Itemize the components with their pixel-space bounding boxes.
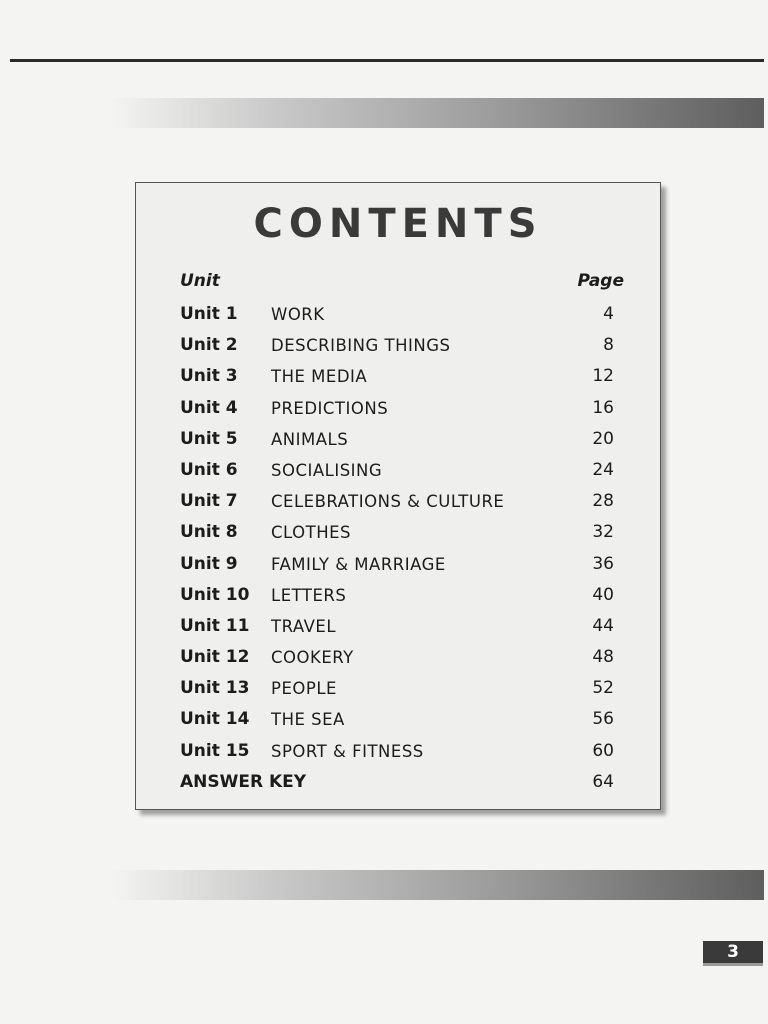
toc-unit: Unit 8 xyxy=(180,522,238,543)
toc-row[interactable] xyxy=(136,486,660,517)
toc-title: FAMILY & MARRIAGE xyxy=(271,554,446,574)
toc-unit: Unit 10 xyxy=(180,584,250,605)
toc-unit: ANSWER KEY xyxy=(180,771,307,792)
toc-page: 60 xyxy=(592,740,614,761)
toc-title: ANIMALS xyxy=(271,429,349,449)
toc-page: 64 xyxy=(592,771,614,792)
toc-title: CELEBRATIONS & CULTURE xyxy=(271,492,505,512)
toc-unit: Unit 13 xyxy=(180,678,250,699)
toc-title: SPORT & FITNESS xyxy=(271,741,424,761)
toc-title: TRAVEL xyxy=(271,616,337,636)
toc-unit: Unit 2 xyxy=(180,335,238,356)
toc-row-answer-key[interactable] xyxy=(136,767,660,798)
page-column-header: Page xyxy=(577,271,624,291)
toc-row[interactable] xyxy=(136,673,660,704)
toc-page: 44 xyxy=(592,615,614,636)
toc-page: 28 xyxy=(592,491,614,512)
toc-row[interactable] xyxy=(136,361,660,392)
toc-row[interactable] xyxy=(136,393,660,424)
toc-page: 20 xyxy=(592,428,614,449)
toc-row[interactable] xyxy=(136,549,660,580)
toc-page: 40 xyxy=(592,584,614,605)
toc-unit: Unit 6 xyxy=(180,459,238,480)
toc-title: THE MEDIA xyxy=(271,367,368,387)
toc-title: PREDICTIONS xyxy=(271,398,389,418)
toc-row[interactable] xyxy=(136,736,660,767)
toc-unit: Unit 11 xyxy=(180,615,250,636)
toc-page: 4 xyxy=(603,304,614,324)
top-gradient-band xyxy=(110,98,764,128)
toc-page: 48 xyxy=(592,647,614,668)
toc-unit: Unit 5 xyxy=(180,428,238,449)
toc-unit: Unit 12 xyxy=(180,647,250,668)
toc-page: 16 xyxy=(592,397,614,418)
toc-page: 12 xyxy=(592,366,614,387)
toc-row[interactable] xyxy=(136,330,660,361)
toc-title: PEOPLE xyxy=(271,679,337,699)
toc-unit: Unit 9 xyxy=(180,553,238,574)
toc-row[interactable] xyxy=(136,455,660,486)
contents-list xyxy=(136,299,660,798)
unit-column-header: Unit xyxy=(180,271,220,291)
bottom-gradient-band xyxy=(110,870,764,900)
toc-title: COOKERY xyxy=(271,648,354,668)
contents-box xyxy=(135,182,661,810)
toc-page: 52 xyxy=(592,678,614,699)
toc-unit: Unit 1 xyxy=(180,304,238,324)
toc-row[interactable] xyxy=(136,517,660,548)
toc-unit: Unit 14 xyxy=(180,709,250,730)
toc-title: THE SEA xyxy=(271,710,345,730)
toc-row[interactable] xyxy=(136,642,660,673)
toc-page: 32 xyxy=(592,522,614,543)
toc-unit: Unit 7 xyxy=(180,491,238,512)
toc-unit: Unit 3 xyxy=(180,366,238,387)
toc-page: 36 xyxy=(592,553,614,574)
toc-page: 8 xyxy=(603,335,614,356)
toc-title: DESCRIBING THINGS xyxy=(271,336,451,356)
top-rule xyxy=(10,59,764,62)
toc-page: 56 xyxy=(592,709,614,730)
toc-row[interactable] xyxy=(136,424,660,455)
toc-unit: Unit 15 xyxy=(180,740,250,761)
toc-title: WORK xyxy=(271,305,325,324)
page-number-badge: 3 xyxy=(703,941,763,966)
toc-row[interactable] xyxy=(136,611,660,642)
toc-title: CLOTHES xyxy=(271,523,351,543)
toc-title: LETTERS xyxy=(271,585,347,605)
toc-title: SOCIALISING xyxy=(271,460,383,480)
toc-row[interactable] xyxy=(136,704,660,735)
toc-unit: Unit 4 xyxy=(180,397,238,418)
toc-row[interactable] xyxy=(136,580,660,611)
page-title: CONTENTS xyxy=(253,201,543,247)
toc-row[interactable] xyxy=(136,299,660,330)
toc-page: 24 xyxy=(592,459,614,480)
